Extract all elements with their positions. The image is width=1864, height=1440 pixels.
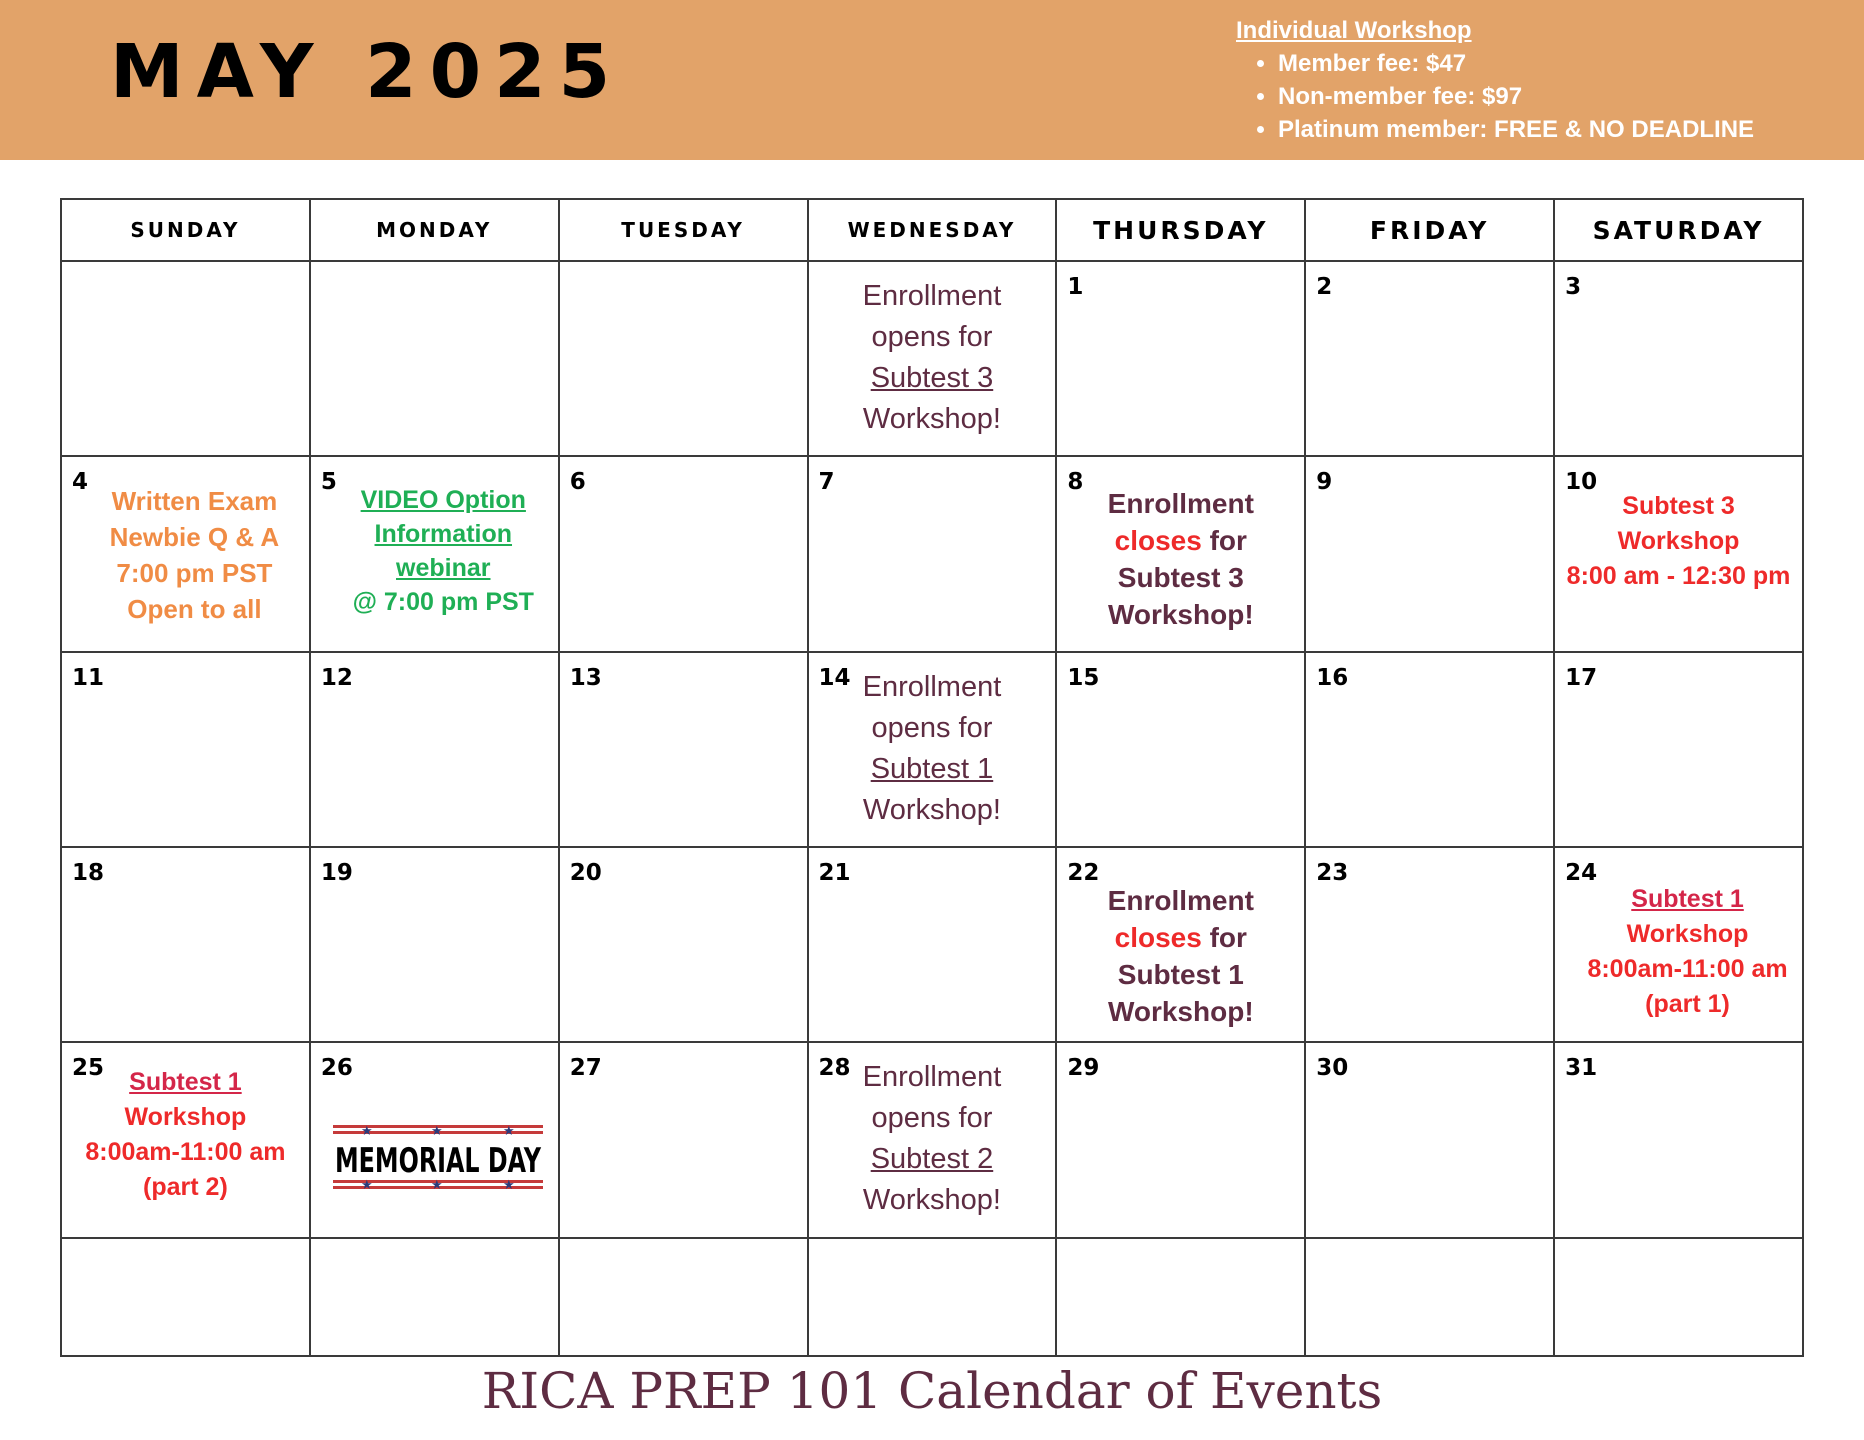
- day-number: 24: [1565, 860, 1598, 887]
- event-line: @ 7:00 pm PST: [352, 588, 534, 617]
- day-cell-21: [808, 847, 1057, 1042]
- day-cell-30: [1305, 1042, 1554, 1237]
- day-cell-12: [310, 652, 559, 847]
- event-line: Enrollment: [862, 1061, 1002, 1094]
- day-cell-apr30: [808, 261, 1057, 456]
- day-number: 12: [320, 664, 353, 691]
- event-line: Workshop!: [862, 1184, 1001, 1217]
- enrollment-closes-subtest-3: [1057, 485, 1304, 633]
- event-line: 8:00am-11:00 am: [1587, 955, 1788, 984]
- day-cell-23: [1305, 847, 1554, 1042]
- day-cell-20: [559, 847, 808, 1042]
- week-row-1: [61, 261, 1803, 456]
- day-number: 8: [1067, 469, 1084, 496]
- day-number: 13: [569, 664, 602, 691]
- week-row-4: [61, 847, 1803, 1042]
- event-line: (part 2): [143, 1173, 228, 1202]
- day-number: 15: [1067, 664, 1100, 691]
- day-cell-31: [1554, 1042, 1803, 1237]
- week-row-5: [61, 1042, 1803, 1237]
- for-word: for: [1201, 525, 1247, 557]
- event-line: (part 1): [1645, 990, 1730, 1019]
- event-line: Workshop: [124, 1103, 247, 1132]
- day-number: 29: [1067, 1055, 1100, 1082]
- day-number: 1: [1067, 274, 1084, 301]
- week-row-6: [61, 1238, 1803, 1356]
- weekday-monday: MONDAY: [310, 199, 559, 261]
- video-option-link[interactable]: VIDEO Option: [360, 486, 526, 515]
- fee-member: • Member fee: $47: [1278, 47, 1754, 80]
- day-number: 3: [1565, 274, 1582, 301]
- weekday-header-row: [61, 199, 1803, 261]
- day-cell-empty: [808, 1238, 1057, 1356]
- week-row-3: [61, 652, 1803, 847]
- day-cell-7: [808, 456, 1057, 651]
- day-number: 31: [1565, 1055, 1598, 1082]
- day-number: 14: [818, 664, 851, 691]
- event-line: opens for: [871, 711, 993, 744]
- day-cell-10: [1554, 456, 1803, 651]
- subtest-1-link[interactable]: Subtest 1: [1631, 885, 1744, 914]
- day-cell-26: [310, 1042, 559, 1237]
- day-number: 22: [1067, 860, 1100, 887]
- day-cell-25: [61, 1042, 310, 1237]
- day-cell-5: [310, 456, 559, 651]
- fee-platinum: • Platinum member: FREE & NO DEADLINE: [1278, 113, 1754, 146]
- subtest-3-workshop-event: [1555, 489, 1802, 594]
- day-number: 23: [1316, 860, 1349, 887]
- day-number: 25: [72, 1055, 105, 1082]
- enrollment-opens-subtest-2: [809, 1057, 1056, 1221]
- subtest-3-link[interactable]: Subtest 3: [870, 362, 994, 395]
- day-number: 20: [569, 860, 602, 887]
- event-line: Workshop!: [1107, 599, 1254, 631]
- calendar-grid: [60, 198, 1804, 1357]
- event-line: Open to all: [127, 594, 262, 625]
- day-number: 17: [1565, 664, 1598, 691]
- event-line: opens for: [871, 1102, 993, 1135]
- svg-text:★: ★: [360, 1178, 373, 1194]
- weekday-tuesday: TUESDAY: [559, 199, 808, 261]
- day-number: 27: [569, 1055, 602, 1082]
- day-cell-19: [310, 847, 559, 1042]
- event-line: Newbie Q & A: [109, 522, 280, 553]
- day-number: 18: [72, 860, 105, 887]
- event-line: [1057, 919, 1304, 956]
- day-number: 26: [320, 1055, 353, 1082]
- day-number: 28: [818, 1055, 851, 1082]
- day-number: 4: [72, 469, 89, 496]
- day-cell-empty: [559, 1238, 808, 1356]
- day-number: 11: [72, 664, 105, 691]
- workshop-fees: [1236, 14, 1754, 146]
- enrollment-opens-subtest-3: [809, 276, 1056, 440]
- newbie-qa-event: [80, 483, 309, 627]
- day-cell-empty: [61, 261, 310, 456]
- day-cell-9: [1305, 456, 1554, 651]
- day-number: 6: [569, 469, 586, 496]
- event-line: Workshop!: [862, 793, 1001, 826]
- day-number: 19: [320, 860, 353, 887]
- weekday-saturday: SATURDAY: [1554, 199, 1803, 261]
- weekday-thursday: THURSDAY: [1056, 199, 1305, 261]
- month-title: MAY 2025: [110, 29, 624, 115]
- event-line: Written Exam: [111, 486, 278, 517]
- svg-text:★: ★: [430, 1178, 443, 1194]
- event-line: 8:00am-11:00 am: [85, 1138, 286, 1167]
- day-cell-17: [1554, 652, 1803, 847]
- svg-text:★: ★: [430, 1124, 443, 1140]
- day-cell-3: [1554, 261, 1803, 456]
- closes-word: closes: [1114, 525, 1202, 557]
- day-cell-16: [1305, 652, 1554, 847]
- day-cell-1: [1056, 261, 1305, 456]
- day-cell-empty: [310, 261, 559, 456]
- day-cell-22: [1056, 847, 1305, 1042]
- subtest-1-workshop-part-2: [62, 1065, 309, 1205]
- event-line: Subtest 1: [1117, 959, 1244, 991]
- day-cell-14: [808, 652, 1057, 847]
- day-cell-8: [1056, 456, 1305, 651]
- svg-text:★: ★: [360, 1124, 373, 1140]
- day-cell-29: [1056, 1042, 1305, 1237]
- enrollment-opens-subtest-1: [809, 664, 1056, 831]
- event-line: Workshop!: [1107, 996, 1254, 1028]
- day-cell-15: [1056, 652, 1305, 847]
- weekday-wednesday: WEDNESDAY: [808, 199, 1057, 261]
- svg-text:★: ★: [502, 1124, 515, 1140]
- event-line: Enrollment: [862, 280, 1002, 313]
- event-line: opens for: [871, 321, 993, 354]
- day-cell-24: [1554, 847, 1803, 1042]
- day-number: 9: [1316, 469, 1333, 496]
- day-number: 7: [818, 469, 835, 496]
- day-number: 10: [1565, 469, 1598, 496]
- event-line: 8:00 am - 12:30 pm: [1566, 562, 1791, 591]
- day-cell-empty: [61, 1238, 310, 1356]
- closes-word: closes: [1114, 922, 1202, 954]
- day-number: 16: [1316, 664, 1349, 691]
- svg-text:★: ★: [502, 1178, 515, 1194]
- subtest-1-workshop-part-1: [1573, 882, 1802, 1022]
- event-line: 7:00 pm PST: [116, 558, 273, 589]
- enrollment-closes-subtest-1: [1057, 882, 1304, 1030]
- day-number: 21: [818, 860, 851, 887]
- subtest-2-link[interactable]: Subtest 2: [870, 1143, 994, 1176]
- event-line: Workshop: [1617, 527, 1740, 556]
- day-cell-empty: [1305, 1238, 1554, 1356]
- event-line: Workshop: [1626, 920, 1749, 949]
- day-cell-27: [559, 1042, 808, 1237]
- event-line: Subtest 3: [1622, 492, 1735, 521]
- day-cell-18: [61, 847, 310, 1042]
- day-cell-13: [559, 652, 808, 847]
- day-cell-empty: [559, 261, 808, 456]
- day-cell-empty: [1554, 1238, 1803, 1356]
- day-cell-4: [61, 456, 310, 651]
- subtest-1-link[interactable]: Subtest 1: [870, 752, 994, 785]
- memorial-day-graphic: [333, 1123, 543, 1194]
- event-line: Subtest 3: [1117, 562, 1244, 594]
- day-cell-6: [559, 456, 808, 651]
- video-option-link[interactable]: webinar: [396, 554, 491, 583]
- event-line: Enrollment: [1107, 488, 1254, 520]
- fees-heading[interactable]: Individual Workshop: [1236, 17, 1472, 44]
- weekday-friday: FRIDAY: [1305, 199, 1554, 261]
- video-option-link[interactable]: Information: [374, 520, 513, 549]
- video-option-webinar-event: [329, 483, 558, 619]
- weekday-sunday: SUNDAY: [61, 199, 310, 261]
- day-cell-11: [61, 652, 310, 847]
- day-cell-empty: [310, 1238, 559, 1356]
- footer-title: RICA PREP 101 Calendar of Events: [481, 1362, 1383, 1420]
- week-row-2: [61, 456, 1803, 651]
- fees-list: [1236, 47, 1754, 146]
- for-word: for: [1201, 922, 1247, 954]
- subtest-1-link[interactable]: Subtest 1: [129, 1068, 242, 1097]
- day-cell-28: [808, 1042, 1057, 1237]
- fee-non-member: • Non-member fee: $97: [1278, 80, 1754, 113]
- memorial-day-text: MEMORIAL DAY: [334, 1141, 542, 1182]
- event-line: Workshop!: [862, 403, 1001, 436]
- day-number: 30: [1316, 1055, 1349, 1082]
- event-line: Enrollment: [862, 670, 1002, 703]
- event-line: [1057, 522, 1304, 559]
- day-number: 2: [1316, 274, 1333, 301]
- day-cell-empty: [1056, 1238, 1305, 1356]
- event-line: Enrollment: [1107, 885, 1254, 917]
- day-cell-2: [1305, 261, 1554, 456]
- day-number: 5: [320, 469, 337, 496]
